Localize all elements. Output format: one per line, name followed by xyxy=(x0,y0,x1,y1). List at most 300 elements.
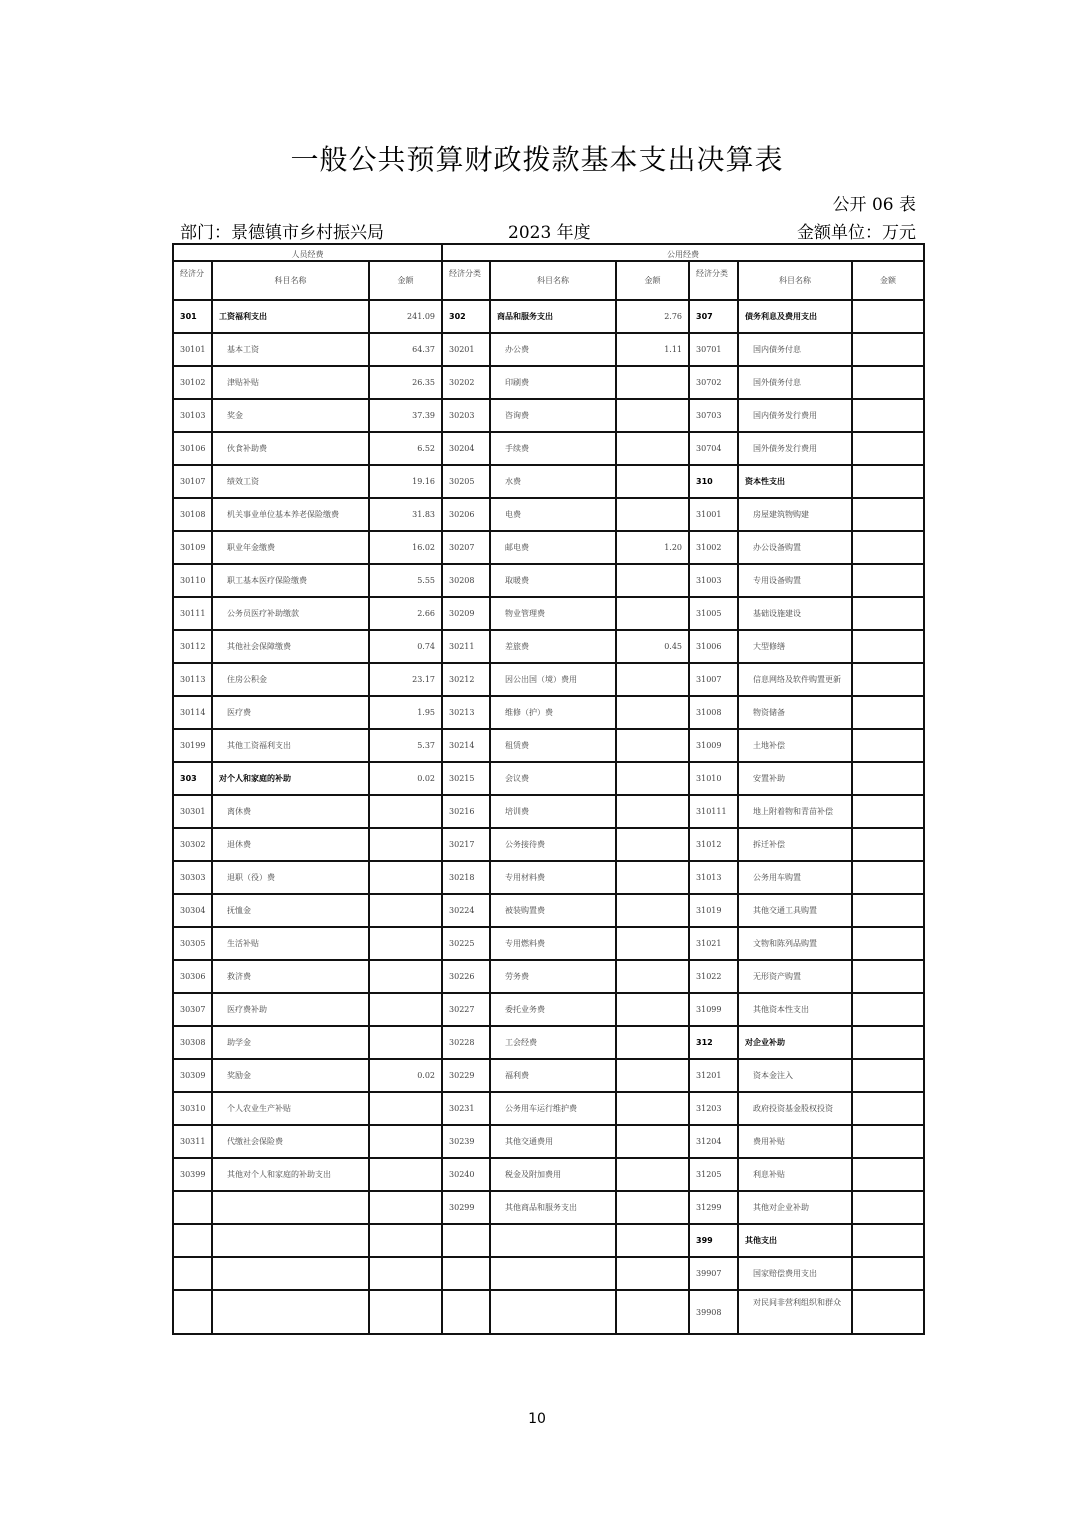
personnel-code-cell: 30311 xyxy=(173,1125,212,1158)
personnel-amount-cell xyxy=(369,927,442,960)
capital-other-name-cell: 对民间非营利组织和群众 xyxy=(738,1290,852,1334)
personnel-code-cell: 30114 xyxy=(173,696,212,729)
table-row xyxy=(173,1158,924,1191)
capital-other-code-cell: 31021 xyxy=(689,927,738,960)
personnel-code-cell: 30102 xyxy=(173,366,212,399)
personnel-name-cell: 离休费 xyxy=(212,795,369,828)
personnel-amount-cell: 37.39 xyxy=(369,399,442,432)
goods-services-code-cell: 30227 xyxy=(442,993,490,1026)
personnel-code-cell: 30101 xyxy=(173,333,212,366)
capital-other-name-cell: 土地补偿 xyxy=(738,729,852,762)
capital-other-amount-cell xyxy=(852,597,924,630)
goods-services-name-cell: 手续费 xyxy=(490,432,616,465)
goods-services-code-cell: 30215 xyxy=(442,762,490,795)
personnel-amount-cell: 0.02 xyxy=(369,762,442,795)
column-header-amount: 金额 xyxy=(616,261,689,300)
table-row xyxy=(173,1191,924,1224)
capital-other-amount-cell xyxy=(852,696,924,729)
capital-other-amount-cell xyxy=(852,432,924,465)
goods-services-amount-cell xyxy=(616,1224,689,1257)
personnel-code-cell: 30305 xyxy=(173,927,212,960)
capital-other-name-cell: 其他对企业补助 xyxy=(738,1191,852,1224)
personnel-amount-cell: 64.37 xyxy=(369,333,442,366)
personnel-amount-cell xyxy=(369,1092,442,1125)
amount-unit-label: 金额单位：万元 xyxy=(797,223,916,243)
goods-services-name-cell: 劳务费 xyxy=(490,960,616,993)
table-row xyxy=(173,927,924,960)
personnel-name-cell: 绩效工资 xyxy=(212,465,369,498)
goods-services-code-cell: 30231 xyxy=(442,1092,490,1125)
personnel-amount-cell xyxy=(369,1125,442,1158)
goods-services-name-cell: 福利费 xyxy=(490,1059,616,1092)
capital-other-code-cell: 30702 xyxy=(689,366,738,399)
capital-other-code-cell: 31005 xyxy=(689,597,738,630)
personnel-code-cell: 30109 xyxy=(173,531,212,564)
capital-other-amount-cell xyxy=(852,762,924,795)
column-header-name: 科目名称 xyxy=(212,261,369,300)
personnel-amount-cell xyxy=(369,1224,442,1257)
personnel-amount-cell: 0.02 xyxy=(369,1059,442,1092)
goods-services-amount-cell xyxy=(616,366,689,399)
goods-services-amount-cell xyxy=(616,1059,689,1092)
goods-services-code-cell: 30299 xyxy=(442,1191,490,1224)
personnel-name-cell: 抚恤金 xyxy=(212,894,369,927)
column-header-code: 经济分类 xyxy=(689,261,738,300)
table-number: 公开 06 表 xyxy=(832,195,916,215)
goods-services-amount-cell xyxy=(616,465,689,498)
personnel-amount-cell: 5.37 xyxy=(369,729,442,762)
table-row xyxy=(173,366,924,399)
capital-other-code-cell: 31006 xyxy=(689,630,738,663)
goods-services-amount-cell xyxy=(616,1191,689,1224)
personnel-amount-cell xyxy=(369,1191,442,1224)
personnel-amount-cell: 31.83 xyxy=(369,498,442,531)
table-row xyxy=(173,1092,924,1125)
table-row xyxy=(173,1290,924,1334)
personnel-name-cell: 生活补贴 xyxy=(212,927,369,960)
document-meta xyxy=(180,218,916,243)
goods-services-code-cell: 30208 xyxy=(442,564,490,597)
capital-other-code-cell: 307 xyxy=(689,300,738,333)
goods-services-code-cell: 30201 xyxy=(442,333,490,366)
capital-other-code-cell: 31001 xyxy=(689,498,738,531)
personnel-code-cell: 30199 xyxy=(173,729,212,762)
capital-other-amount-cell xyxy=(852,1191,924,1224)
goods-services-code-cell: 30209 xyxy=(442,597,490,630)
goods-services-name-cell: 委托业务费 xyxy=(490,993,616,1026)
capital-other-amount-cell xyxy=(852,894,924,927)
table-row xyxy=(173,762,924,795)
table-row xyxy=(173,828,924,861)
capital-other-amount-cell xyxy=(852,300,924,333)
capital-other-amount-cell xyxy=(852,630,924,663)
capital-other-amount-cell xyxy=(852,1026,924,1059)
capital-other-name-cell: 文物和陈列品购置 xyxy=(738,927,852,960)
capital-other-code-cell: 39907 xyxy=(689,1257,738,1290)
goods-services-name-cell: 咨询费 xyxy=(490,399,616,432)
goods-services-amount-cell: 2.76 xyxy=(616,300,689,333)
capital-other-code-cell: 39908 xyxy=(689,1290,738,1334)
personnel-name-cell: 退休费 xyxy=(212,828,369,861)
goods-services-name-cell xyxy=(490,1224,616,1257)
capital-other-name-cell: 国内债务发行费用 xyxy=(738,399,852,432)
personnel-name-cell: 公务员医疗补助缴款 xyxy=(212,597,369,630)
goods-services-amount-cell xyxy=(616,894,689,927)
personnel-code-cell xyxy=(173,1191,212,1224)
personnel-name-cell: 对个人和家庭的补助 xyxy=(212,762,369,795)
goods-services-name-cell: 物业管理费 xyxy=(490,597,616,630)
goods-services-code-cell: 302 xyxy=(442,300,490,333)
personnel-amount-cell xyxy=(369,960,442,993)
capital-other-name-cell: 无形资产购置 xyxy=(738,960,852,993)
capital-other-amount-cell xyxy=(852,795,924,828)
capital-other-code-cell: 312 xyxy=(689,1026,738,1059)
personnel-code-cell: 30111 xyxy=(173,597,212,630)
department-label: 部门：景德镇市乡村振兴局 xyxy=(180,223,384,243)
personnel-amount-cell: 0.74 xyxy=(369,630,442,663)
personnel-amount-cell: 5.55 xyxy=(369,564,442,597)
group-header-public: 公用经费 xyxy=(442,244,924,261)
capital-other-name-cell: 基础设施建设 xyxy=(738,597,852,630)
capital-other-code-cell: 31299 xyxy=(689,1191,738,1224)
goods-services-code-cell xyxy=(442,1257,490,1290)
table-row xyxy=(173,564,924,597)
personnel-name-cell: 工资福利支出 xyxy=(212,300,369,333)
fiscal-year-label: 2023 年度 xyxy=(508,223,591,243)
table-row xyxy=(173,597,924,630)
capital-other-amount-cell xyxy=(852,828,924,861)
goods-services-code-cell: 30212 xyxy=(442,663,490,696)
table-row xyxy=(173,894,924,927)
goods-services-amount-cell xyxy=(616,960,689,993)
goods-services-name-cell: 专用燃料费 xyxy=(490,927,616,960)
goods-services-code-cell: 30229 xyxy=(442,1059,490,1092)
personnel-code-cell: 30103 xyxy=(173,399,212,432)
goods-services-code-cell xyxy=(442,1224,490,1257)
group-header-personnel: 人员经费 xyxy=(173,244,442,261)
personnel-name-cell: 助学金 xyxy=(212,1026,369,1059)
capital-other-code-cell: 31012 xyxy=(689,828,738,861)
personnel-code-cell: 30110 xyxy=(173,564,212,597)
capital-other-code-cell: 399 xyxy=(689,1224,738,1257)
goods-services-code-cell: 30207 xyxy=(442,531,490,564)
personnel-amount-cell xyxy=(369,894,442,927)
personnel-name-cell: 机关事业单位基本养老保险缴费 xyxy=(212,498,369,531)
capital-other-code-cell: 31013 xyxy=(689,861,738,894)
table-row xyxy=(173,1257,924,1290)
column-header-name: 科目名称 xyxy=(490,261,616,300)
goods-services-code-cell: 30211 xyxy=(442,630,490,663)
personnel-name-cell: 住房公积金 xyxy=(212,663,369,696)
capital-other-code-cell: 31204 xyxy=(689,1125,738,1158)
personnel-code-cell: 30113 xyxy=(173,663,212,696)
capital-other-amount-cell xyxy=(852,1092,924,1125)
table-row xyxy=(173,498,924,531)
capital-other-amount-cell xyxy=(852,399,924,432)
capital-other-name-cell: 专用设备购置 xyxy=(738,564,852,597)
goods-services-code-cell: 30203 xyxy=(442,399,490,432)
capital-other-name-cell: 债务利息及费用支出 xyxy=(738,300,852,333)
goods-services-code-cell: 30226 xyxy=(442,960,490,993)
column-header-name: 科目名称 xyxy=(738,261,852,300)
goods-services-code-cell: 30213 xyxy=(442,696,490,729)
capital-other-name-cell: 对企业补助 xyxy=(738,1026,852,1059)
personnel-name-cell: 代缴社会保险费 xyxy=(212,1125,369,1158)
goods-services-amount-cell xyxy=(616,399,689,432)
table-row xyxy=(173,300,924,333)
personnel-amount-cell: 19.16 xyxy=(369,465,442,498)
capital-other-name-cell: 费用补贴 xyxy=(738,1125,852,1158)
goods-services-amount-cell xyxy=(616,993,689,1026)
personnel-amount-cell xyxy=(369,1026,442,1059)
goods-services-code-cell: 30225 xyxy=(442,927,490,960)
capital-other-name-cell: 地上附着物和青苗补偿 xyxy=(738,795,852,828)
capital-other-name-cell: 拆迁补偿 xyxy=(738,828,852,861)
goods-services-name-cell: 维修（护）费 xyxy=(490,696,616,729)
personnel-amount-cell: 2.66 xyxy=(369,597,442,630)
table-row xyxy=(173,960,924,993)
table-row xyxy=(173,663,924,696)
capital-other-code-cell: 31003 xyxy=(689,564,738,597)
goods-services-amount-cell xyxy=(616,1257,689,1290)
personnel-name-cell: 奖金 xyxy=(212,399,369,432)
capital-other-amount-cell xyxy=(852,465,924,498)
capital-other-code-cell: 31002 xyxy=(689,531,738,564)
goods-services-amount-cell xyxy=(616,1158,689,1191)
goods-services-amount-cell xyxy=(616,696,689,729)
personnel-code-cell xyxy=(173,1224,212,1257)
personnel-name-cell: 医疗费补助 xyxy=(212,993,369,1026)
capital-other-name-cell: 信息网络及软件购置更新 xyxy=(738,663,852,696)
goods-services-name-cell: 被装购置费 xyxy=(490,894,616,927)
capital-other-code-cell: 31203 xyxy=(689,1092,738,1125)
capital-other-name-cell: 国外债务发行费用 xyxy=(738,432,852,465)
personnel-name-cell: 其他社会保障缴费 xyxy=(212,630,369,663)
capital-other-name-cell: 其他支出 xyxy=(738,1224,852,1257)
column-header-amount: 金额 xyxy=(852,261,924,300)
goods-services-code-cell: 30240 xyxy=(442,1158,490,1191)
goods-services-code-cell: 30206 xyxy=(442,498,490,531)
personnel-name-cell: 退职（役）费 xyxy=(212,861,369,894)
personnel-amount-cell xyxy=(369,861,442,894)
column-header-code: 经济分 xyxy=(173,261,212,300)
capital-other-code-cell: 31022 xyxy=(689,960,738,993)
capital-other-name-cell: 资本性支出 xyxy=(738,465,852,498)
goods-services-name-cell: 其他商品和服务支出 xyxy=(490,1191,616,1224)
goods-services-name-cell: 印刷费 xyxy=(490,366,616,399)
goods-services-amount-cell: 0.45 xyxy=(616,630,689,663)
capital-other-amount-cell xyxy=(852,531,924,564)
capital-other-amount-cell xyxy=(852,333,924,366)
goods-services-amount-cell xyxy=(616,1125,689,1158)
goods-services-code-cell xyxy=(442,1290,490,1334)
goods-services-code-cell: 30224 xyxy=(442,894,490,927)
capital-other-name-cell: 国家赔偿费用支出 xyxy=(738,1257,852,1290)
goods-services-code-cell: 30217 xyxy=(442,828,490,861)
personnel-amount-cell: 1.95 xyxy=(369,696,442,729)
goods-services-amount-cell xyxy=(616,1092,689,1125)
table-row xyxy=(173,795,924,828)
personnel-amount-cell xyxy=(369,1257,442,1290)
capital-other-amount-cell xyxy=(852,663,924,696)
personnel-code-cell: 30307 xyxy=(173,993,212,1026)
capital-other-amount-cell xyxy=(852,993,924,1026)
capital-other-amount-cell xyxy=(852,1158,924,1191)
personnel-code-cell: 30306 xyxy=(173,960,212,993)
table-row xyxy=(173,729,924,762)
capital-other-code-cell: 31008 xyxy=(689,696,738,729)
goods-services-amount-cell: 1.20 xyxy=(616,531,689,564)
capital-other-amount-cell xyxy=(852,1290,924,1334)
personnel-name-cell: 基本工资 xyxy=(212,333,369,366)
table-row xyxy=(173,1125,924,1158)
goods-services-amount-cell xyxy=(616,1026,689,1059)
personnel-name-cell: 其他对个人和家庭的补助支出 xyxy=(212,1158,369,1191)
personnel-amount-cell: 16.02 xyxy=(369,531,442,564)
personnel-name-cell: 个人农业生产补贴 xyxy=(212,1092,369,1125)
capital-other-name-cell: 国外债务付息 xyxy=(738,366,852,399)
goods-services-name-cell: 取暖费 xyxy=(490,564,616,597)
goods-services-amount-cell xyxy=(616,663,689,696)
personnel-amount-cell xyxy=(369,1290,442,1334)
budget-expenditure-table xyxy=(172,243,925,1335)
capital-other-amount-cell xyxy=(852,729,924,762)
capital-other-amount-cell xyxy=(852,498,924,531)
capital-other-code-cell: 31099 xyxy=(689,993,738,1026)
table-row xyxy=(173,861,924,894)
personnel-code-cell: 30107 xyxy=(173,465,212,498)
column-header-row xyxy=(173,261,924,300)
table-row xyxy=(173,1224,924,1257)
goods-services-name-cell: 专用材料费 xyxy=(490,861,616,894)
goods-services-name-cell: 商品和服务支出 xyxy=(490,300,616,333)
goods-services-amount-cell xyxy=(616,927,689,960)
table-row xyxy=(173,399,924,432)
goods-services-name-cell: 水费 xyxy=(490,465,616,498)
personnel-name-cell xyxy=(212,1191,369,1224)
personnel-code-cell: 30112 xyxy=(173,630,212,663)
personnel-code-cell: 303 xyxy=(173,762,212,795)
goods-services-code-cell: 30218 xyxy=(442,861,490,894)
capital-other-amount-cell xyxy=(852,1224,924,1257)
goods-services-name-cell: 因公出国（境）费用 xyxy=(490,663,616,696)
goods-services-name-cell: 电费 xyxy=(490,498,616,531)
capital-other-code-cell: 30701 xyxy=(689,333,738,366)
goods-services-amount-cell: 1.11 xyxy=(616,333,689,366)
capital-other-code-cell: 30703 xyxy=(689,399,738,432)
table-row xyxy=(173,1059,924,1092)
goods-services-name-cell: 会议费 xyxy=(490,762,616,795)
column-header-amount: 金额 xyxy=(369,261,442,300)
capital-other-name-cell: 资本金注入 xyxy=(738,1059,852,1092)
group-header-row xyxy=(173,244,924,261)
goods-services-amount-cell xyxy=(616,1290,689,1334)
capital-other-code-cell: 31019 xyxy=(689,894,738,927)
table-row xyxy=(173,531,924,564)
capital-other-name-cell: 办公设备购置 xyxy=(738,531,852,564)
goods-services-code-cell: 30216 xyxy=(442,795,490,828)
goods-services-code-cell: 30228 xyxy=(442,1026,490,1059)
goods-services-amount-cell xyxy=(616,432,689,465)
personnel-code-cell: 30399 xyxy=(173,1158,212,1191)
goods-services-name-cell: 税金及附加费用 xyxy=(490,1158,616,1191)
personnel-code-cell: 30106 xyxy=(173,432,212,465)
capital-other-amount-cell xyxy=(852,927,924,960)
table-row xyxy=(173,1026,924,1059)
goods-services-name-cell: 租赁费 xyxy=(490,729,616,762)
goods-services-name-cell: 公务接待费 xyxy=(490,828,616,861)
capital-other-amount-cell xyxy=(852,861,924,894)
table-row xyxy=(173,630,924,663)
personnel-name-cell: 救济费 xyxy=(212,960,369,993)
personnel-amount-cell: 23.17 xyxy=(369,663,442,696)
goods-services-amount-cell xyxy=(616,861,689,894)
capital-other-name-cell: 利息补贴 xyxy=(738,1158,852,1191)
goods-services-amount-cell xyxy=(616,795,689,828)
personnel-code-cell: 30308 xyxy=(173,1026,212,1059)
capital-other-amount-cell xyxy=(852,366,924,399)
capital-other-amount-cell xyxy=(852,1125,924,1158)
goods-services-name-cell: 差旅费 xyxy=(490,630,616,663)
personnel-name-cell: 伙食补助费 xyxy=(212,432,369,465)
personnel-code-cell: 301 xyxy=(173,300,212,333)
personnel-code-cell xyxy=(173,1290,212,1334)
goods-services-amount-cell xyxy=(616,597,689,630)
personnel-amount-cell: 6.52 xyxy=(369,432,442,465)
goods-services-code-cell: 30205 xyxy=(442,465,490,498)
capital-other-code-cell: 31009 xyxy=(689,729,738,762)
goods-services-amount-cell xyxy=(616,762,689,795)
personnel-name-cell: 职工基本医疗保险缴费 xyxy=(212,564,369,597)
goods-services-amount-cell xyxy=(616,564,689,597)
personnel-code-cell: 30301 xyxy=(173,795,212,828)
capital-other-amount-cell xyxy=(852,1257,924,1290)
table-row xyxy=(173,465,924,498)
personnel-code-cell: 30310 xyxy=(173,1092,212,1125)
personnel-name-cell xyxy=(212,1257,369,1290)
goods-services-code-cell: 30202 xyxy=(442,366,490,399)
capital-other-name-cell: 大型修缮 xyxy=(738,630,852,663)
capital-other-code-cell: 31205 xyxy=(689,1158,738,1191)
personnel-name-cell xyxy=(212,1224,369,1257)
goods-services-code-cell: 30214 xyxy=(442,729,490,762)
personnel-code-cell: 30309 xyxy=(173,1059,212,1092)
capital-other-code-cell: 310111 xyxy=(689,795,738,828)
page-number: 10 xyxy=(528,1411,546,1427)
table-row xyxy=(173,993,924,1026)
goods-services-name-cell xyxy=(490,1290,616,1334)
table-row xyxy=(173,333,924,366)
goods-services-name-cell xyxy=(490,1257,616,1290)
column-header-code: 经济分类 xyxy=(442,261,490,300)
table-row xyxy=(173,432,924,465)
personnel-name-cell xyxy=(212,1290,369,1334)
personnel-name-cell: 津贴补贴 xyxy=(212,366,369,399)
goods-services-name-cell: 工会经费 xyxy=(490,1026,616,1059)
capital-other-code-cell: 31007 xyxy=(689,663,738,696)
personnel-amount-cell xyxy=(369,1158,442,1191)
goods-services-name-cell: 办公费 xyxy=(490,333,616,366)
goods-services-name-cell: 培训费 xyxy=(490,795,616,828)
capital-other-amount-cell xyxy=(852,564,924,597)
personnel-amount-cell xyxy=(369,993,442,1026)
personnel-code-cell: 30108 xyxy=(173,498,212,531)
goods-services-name-cell: 邮电费 xyxy=(490,531,616,564)
personnel-name-cell: 职业年金缴费 xyxy=(212,531,369,564)
personnel-amount-cell: 26.35 xyxy=(369,366,442,399)
document-title: 一般公共预算财政拨款基本支出决算表 xyxy=(290,143,784,176)
capital-other-code-cell: 31010 xyxy=(689,762,738,795)
